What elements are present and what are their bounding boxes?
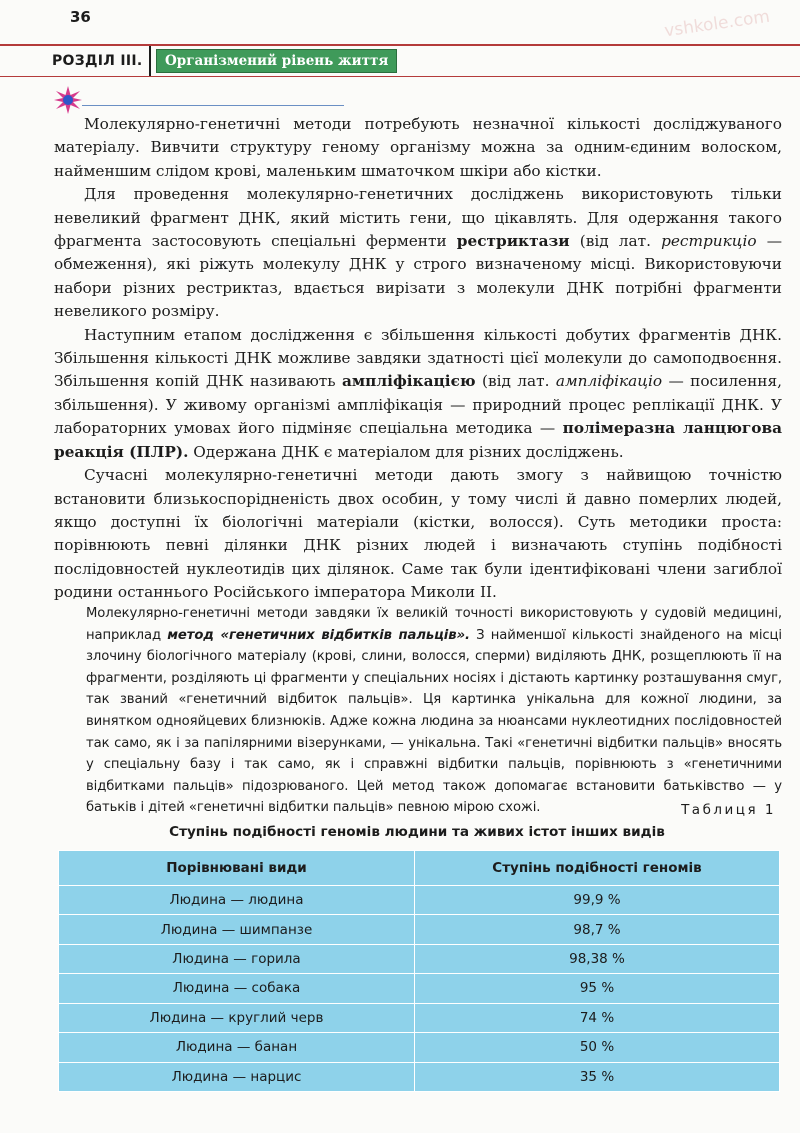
main-text <box>54 113 782 605</box>
text-run: Молекулярно-генетичні методи потребують незначної кількості досліджуваного матеріалу. Вивчити структуру геному організму можна за одним-єдиним волоском, найменшим слідом крові, маленьким шматочком шкіри або кістки. <box>54 115 782 180</box>
watermark: vshkole.com <box>663 6 772 42</box>
text-run: — обмеження), які ріжуть молекулу ДНК у строго визначеному місці. Використовуючи набори різних рестриктаз, вдається вирізати з молекули ДНК потрібні фрагменти невеликого розміру. <box>54 232 782 321</box>
similarity-value-cell: 98,38 % <box>415 944 780 973</box>
table-row <box>59 886 780 915</box>
table-row <box>59 915 780 944</box>
species-pair-cell: Людина — собака <box>59 974 415 1003</box>
section-label: РОЗДІЛ III. <box>52 53 143 69</box>
similarity-value-cell: 98,7 % <box>415 915 780 944</box>
similarity-value-cell: 35 % <box>415 1062 780 1091</box>
species-pair-cell: Людина — шимпанзе <box>59 915 415 944</box>
table-header-cell: Порівнювані види <box>59 851 415 886</box>
bold-term: рестриктази <box>456 232 570 251</box>
text-run: Сучасні молекулярно-генетичні методи дають змогу з найвищою точністю встановити близькоспорідненість двох особин, у тому числі й давно померлих людей, якщо доступні їх біологічні матеріали (кістки, волосся). Суть методики проста: порівнюють певні ділянки ДНК різних людей і визначають ступінь подібності послідовностей нуклеотидів цих ділянок. Саме так були ідентифіковані члени загиблої родини останнього Російського імператора Миколи II. <box>54 466 782 602</box>
species-pair-cell: Людина — людина <box>59 886 415 915</box>
similarity-value-cell: 50 % <box>415 1033 780 1062</box>
table-caption: Таблиця 1 <box>681 802 776 818</box>
species-pair-cell: Людина — круглий черв <box>59 1003 415 1032</box>
text-run: (від лат. <box>475 372 556 391</box>
bold-term: метод «генетичних відбитків пальців». <box>167 627 470 643</box>
note-text <box>86 603 782 819</box>
table-row <box>59 1062 780 1091</box>
page-number: 36 <box>70 8 91 26</box>
text-run: (від лат. <box>569 232 662 251</box>
table-row <box>59 974 780 1003</box>
paragraph <box>54 113 782 183</box>
star-icon <box>54 86 82 114</box>
text-run: Для проведення молекулярно-генетичних досліджень використовують тільки невеликий фрагмент ДНК, який містить гени, що цікавлять. Для одержання такого фрагмента застосовують спеціальні ферменти <box>54 185 782 251</box>
species-pair-cell: Людина — горила <box>59 944 415 973</box>
similarity-value-cell: 95 % <box>415 974 780 1003</box>
table-row <box>59 1003 780 1032</box>
similarity-value-cell: 99,9 % <box>415 886 780 915</box>
text-run: Молекулярно-генетичні методи завдяки їх великій точності використовують у судовій медицині, наприклад <box>86 606 782 643</box>
table-row <box>59 1033 780 1062</box>
table-header-row <box>59 851 780 886</box>
paragraph <box>54 324 782 464</box>
bold-term: полімеразна ланцюгова реакція (ПЛР). <box>54 419 782 461</box>
text-run: Наступним етапом дослідження є збільшення кількості добутих фрагментів ДНК. Збільшення кількості ДНК можливе завдяки здатності цієї молекули до самоподвоєння. Збільшення копій ДНК називають <box>54 325 782 391</box>
paragraph <box>54 464 782 604</box>
table-header-cell: Ступінь подібності геномів <box>415 851 780 886</box>
section-header <box>0 44 800 77</box>
decorative-line <box>82 105 344 106</box>
bold-term: ампліфікацією <box>341 372 476 391</box>
text-run: З найменшої кількості знайденого на місці злочину біологічного матеріалу (крові, слини, волосся, сперми) виділяють ДНК, розщеплюють її на фрагменти, розділяють ці фрагменти у спеціальних носіях і дістають картинку розташування смуг, так званий «генетичний відбиток пальців». Ця картинка унікальна для кожної людини, за винятком однояйцевих близнюків. Адже кожна людина за нюансами нуклеотидних послідовностей так само, як і за папілярними візерунками, — унікальна. Такі «генетичні відбитки пальців» вносять у спеціальну базу і так само, як і справжні відбитки пальців, порівнюють з «генетичними відбитками пальців» підозрюваного. Цей метод також допомагає встановити батьківство — у батьків і дітей «генетичні відбитки пальців» певною мірою схожі. <box>86 627 782 816</box>
species-pair-cell: Людина — нарцис <box>59 1062 415 1091</box>
text-run: — посилення, збільшення). У живому організмі ампліфікація — природний процес реплікації ДНК. У лабораторних умовах його підміняє спеціальна методика — <box>54 372 782 438</box>
table-row <box>59 944 780 973</box>
section-divider <box>149 46 151 76</box>
italic-term: рестрикціо <box>661 232 757 251</box>
section-title: Організмений рівень життя <box>156 49 397 73</box>
species-pair-cell: Людина — банан <box>59 1033 415 1062</box>
paragraph <box>54 183 782 323</box>
similarity-value-cell: 74 % <box>415 1003 780 1032</box>
italic-term: ампліфікаціо <box>555 372 663 391</box>
similarity-table <box>58 850 780 1092</box>
table-title: Ступінь подібності геномів людини та живих істот інших видів <box>169 824 665 840</box>
text-run: Одержана ДНК є матеріалом для різних досліджень. <box>188 442 624 461</box>
